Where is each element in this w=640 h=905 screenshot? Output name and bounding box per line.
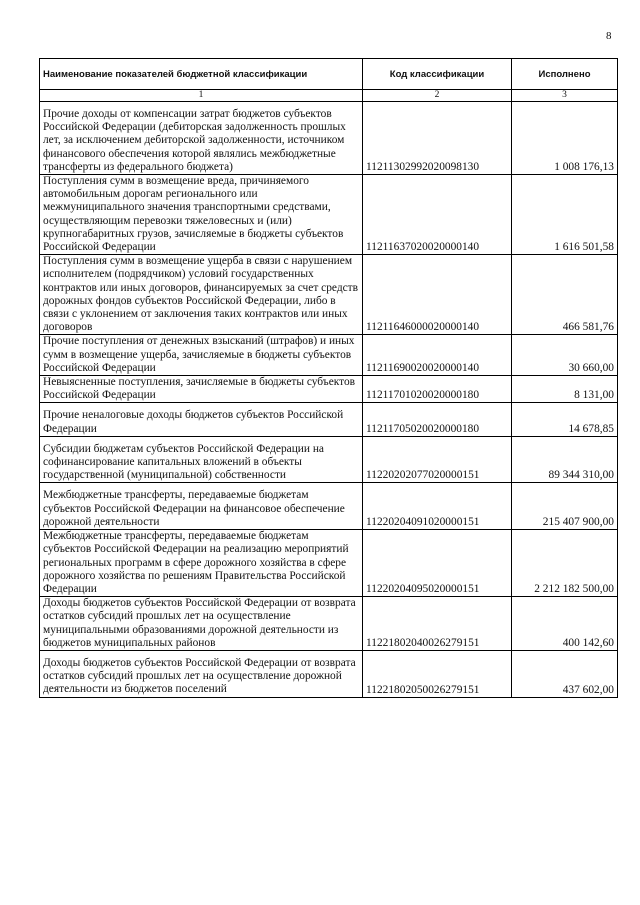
row-done: 1 008 176,13 — [512, 102, 618, 175]
row-done: 400 142,60 — [512, 597, 618, 651]
table-row — [40, 597, 618, 651]
row-code: 11211646000020000140 — [363, 255, 512, 335]
table-row — [40, 650, 618, 697]
table-header-row — [40, 59, 618, 90]
row-code: 11211701020020000180 — [363, 376, 512, 403]
row-done: 1 616 501,58 — [512, 175, 618, 255]
table-row — [40, 403, 618, 436]
header-done: Исполнено — [512, 59, 618, 90]
column-number: 1 — [40, 90, 363, 102]
row-name: Поступления сумм в возмещение ущерба в связи с нарушением исполнителем (подрядчиком) условий государственных контрактов или иных договоров, финансируемых за счет средств дорожных фондов субъектов Российской Федерации, либо в связи с уклонением от заключения таких контрактов или иных договоров — [40, 255, 363, 335]
table-row — [40, 102, 618, 175]
table-row — [40, 255, 618, 335]
row-done: 466 581,76 — [512, 255, 618, 335]
column-number-row — [40, 90, 618, 102]
row-done: 437 602,00 — [512, 650, 618, 697]
row-name: Прочие неналоговые доходы бюджетов субъектов Российской Федерации — [40, 403, 363, 436]
row-done: 2 212 182 500,00 — [512, 530, 618, 597]
row-code: 11221802040026279151 — [363, 597, 512, 651]
row-name: Доходы бюджетов субъектов Российской Федерации от возврата остатков субсидий прошлых лет на осуществление дорожной деятельности из бюджетов поселений — [40, 650, 363, 697]
budget-table — [39, 58, 618, 698]
row-code: 11220204091020000151 — [363, 483, 512, 530]
row-code: 11220204095020000151 — [363, 530, 512, 597]
row-done: 14 678,85 — [512, 403, 618, 436]
row-done: 30 660,00 — [512, 335, 618, 376]
row-code: 11211690020020000140 — [363, 335, 512, 376]
row-done: 8 131,00 — [512, 376, 618, 403]
table-row — [40, 436, 618, 483]
row-code: 11211705020020000180 — [363, 403, 512, 436]
row-name: Субсидии бюджетам субъектов Российской Федерации на софинансирование капитальных вложений в объекты государственной (муниципальной) собственности — [40, 436, 363, 483]
row-name: Невыясненные поступления, зачисляемые в бюджеты субъектов Российской Федерации — [40, 376, 363, 403]
header-code: Код классификации — [363, 59, 512, 90]
table-row — [40, 376, 618, 403]
row-name: Доходы бюджетов субъектов Российской Федерации от возврата остатков субсидий прошлых лет на осуществление муниципальными образованиями дорожной деятельности из бюджетов муниципальных районов — [40, 597, 363, 651]
row-code: 11211302992020098130 — [363, 102, 512, 175]
table-row — [40, 335, 618, 376]
row-name: Поступления сумм в возмещение вреда, причиняемого автомобильным дорогам регионального или межмуниципального значения транспортными средствами, осуществляющим перевозки тяжеловесных и (или) крупногабаритных грузов, зачисляемые в бюджеты субъектов Российской Федерации — [40, 175, 363, 255]
row-name: Прочие поступления от денежных взысканий (штрафов) и иных сумм в возмещение ущерба, зачисляемые в бюджеты субъектов Российской Федерации — [40, 335, 363, 376]
table-row — [40, 483, 618, 530]
column-number: 2 — [363, 90, 512, 102]
row-name: Межбюджетные трансферты, передаваемые бюджетам субъектов Российской Федерации на финансовое обеспечение дорожной деятельности — [40, 483, 363, 530]
row-code: 11221802050026279151 — [363, 650, 512, 697]
row-name: Прочие доходы от компенсации затрат бюджетов субъектов Российской Федерации (дебиторская задолженность прошлых лет, за исключением дебиторской задолженности, источником финансового обеспечения которой являлись межбюджетные трансферты из федерального бюджета) — [40, 102, 363, 175]
row-code: 11220202077020000151 — [363, 436, 512, 483]
row-code: 11211637020020000140 — [363, 175, 512, 255]
table-row — [40, 175, 618, 255]
page-number: 8 — [606, 30, 612, 42]
row-done: 215 407 900,00 — [512, 483, 618, 530]
table-row — [40, 530, 618, 597]
row-name: Межбюджетные трансферты, передаваемые бюджетам субъектов Российской Федерации на реализацию мероприятий региональных программ в сфере дорожного хозяйства в сфере дорожного хозяйства по решениям Правительства Российской Федерации — [40, 530, 363, 597]
row-done: 89 344 310,00 — [512, 436, 618, 483]
column-number: 3 — [512, 90, 618, 102]
header-name: Наименование показателей бюджетной классификации — [40, 59, 363, 90]
